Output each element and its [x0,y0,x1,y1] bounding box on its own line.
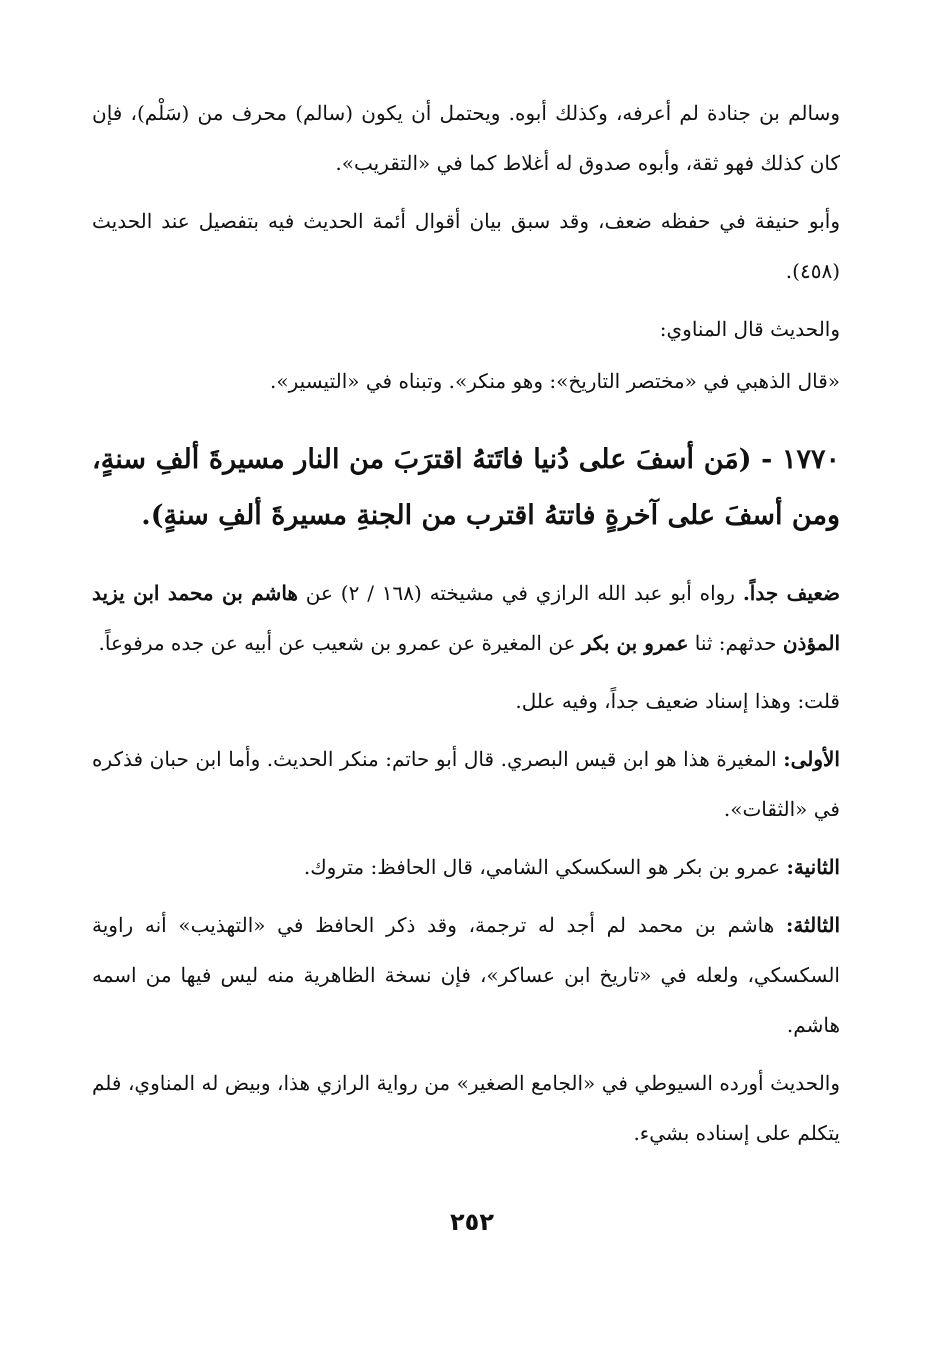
grading-label: ضعيف جداً. [742,581,841,605]
paragraph-narrator-note: وسالم بن جنادة لم أعرفه، وكذلك أبوه. ويحتمل أن يكون (سالم) محرف من (سَلْم)، فإن كان كذلك فهو ثقة، وأبوه صدوق له أغلاط كما في «التقريب». [92,101,840,175]
narrator-amr: عمرو بن بكر [581,631,689,655]
paragraph-second-defect [92,842,840,892]
hadith-heading: ١٧٧٠ - (مَن أسفَ على دُنيا فاتَتهُ اقترَبَ من النار مسيرةَ ألفِ سنةٍ، ومن أسفَ على آخرةٍ فاتتهُ اقترب من الجنةِ مسيرةَ ألفِ سنةٍ). [92,444,840,531]
paragraph-dhahabi-quote: «قال الذهبي في «مختصر التاريخ»: وهو منكر». وتبناه في «التيسير». [270,369,840,393]
grading-text-a: رواه أبو عبد الله الرازي في مشيخته (١٦٨ / ٢) عن [297,581,743,605]
paragraph-first-defect [92,734,840,834]
page-body [92,88,840,1166]
grading-text-c: حدثهم: ثنا [688,631,783,655]
second-defect-label: الثانية: [786,855,840,879]
paragraph-third-defect [92,900,840,1050]
third-defect-text: هاشم بن محمد لم أجد له ترجمة، وقد ذكر الحافظ في «التهذيب» أنه راوية السكسكي، ولعله في «تاريخ ابن عساكر»، فإن نسخة الظاهرية منه ليس فيها من اسمه هاشم. [92,913,840,1037]
first-defect-text: المغيرة هذا هو ابن قيس البصري. قال أبو حاتم: منكر الحديث. وأما ابن حبان فذكره في «الثقات». [92,747,840,821]
grading-text-d: عن المغيرة عن عمرو بن شعيب عن أبيه عن جده مرفوعاً. [98,631,582,655]
first-defect-label: الأولى: [783,747,840,771]
narrator-hashim: هاشم بن محمد ابن يزيد المؤذن [92,581,840,655]
paragraph-munawi-intro: والحديث قال المناوي: [659,317,840,341]
paragraph-suyuti: والحديث أورده السيوطي في «الجامع الصغير» من رواية الرازي هذا، وبيض له المناوي، فلم يتكلم على إسناده بشيء. [92,1071,840,1145]
second-defect-text: عمرو بن بكر هو السكسكي الشامي، قال الحافظ: متروك. [303,855,787,879]
paragraph-grading [92,568,840,668]
paragraph-verdict: قلت: وهذا إسناد ضعيف جداً، وفيه علل. [515,689,840,713]
third-defect-label: الثالثة: [785,913,840,937]
page-number: ٢٥٢ [450,1208,494,1236]
paragraph-abu-hanifa: وأبو حنيفة في حفظه ضعف، وقد سبق بيان أقوال أئمة الحديث فيه بتفصيل عند الحديث (٤٥٨). [92,209,841,283]
